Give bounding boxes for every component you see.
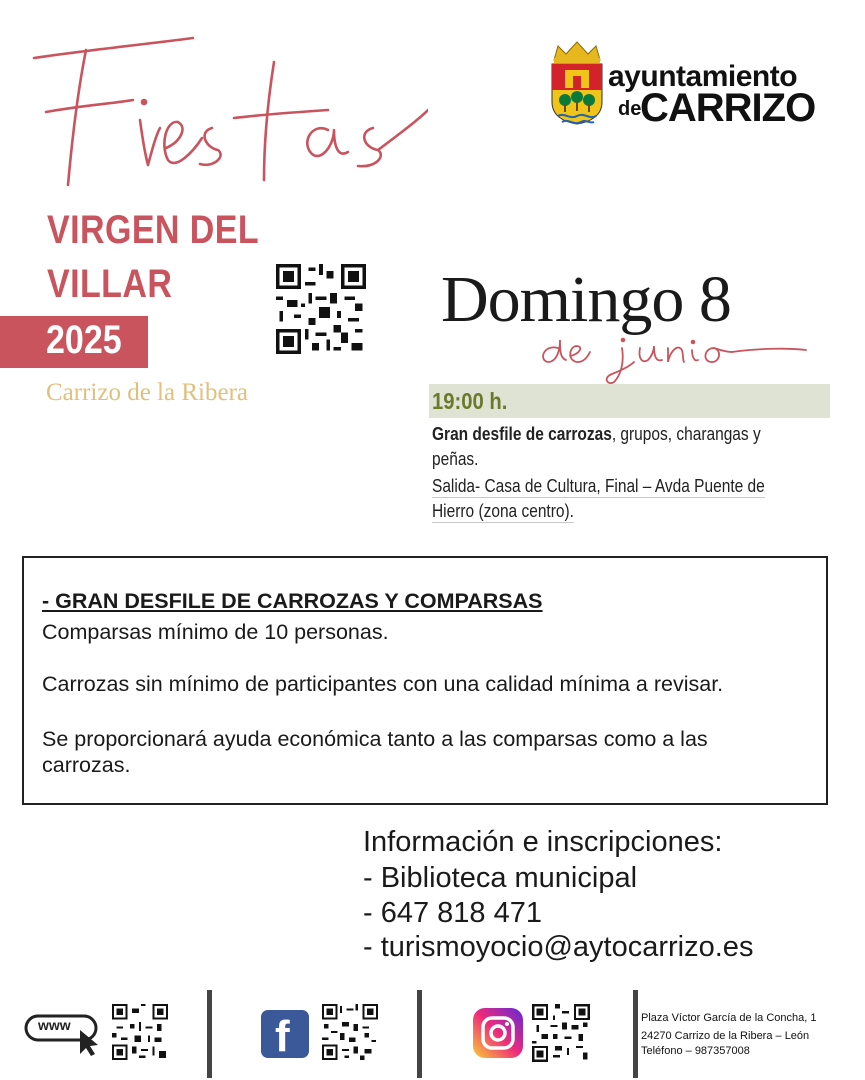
address-phone: Teléfono – 987357008 [641,1045,750,1057]
qr-code-icon[interactable] [276,264,366,354]
ayuntamiento-logo [548,40,838,140]
info-item-biblioteca: - Biblioteca municipal [363,862,638,894]
rules-line-comparsas: Comparsas mínimo de 10 personas. [42,620,389,644]
event-route-line1: Salida- Casa de Cultura, Final – Avda Puente de [432,476,765,496]
year-label: 2025 [46,318,122,362]
rules-line-ayuda: Se proporcionará ayuda económica tanto a las comparsas como a las [42,727,708,751]
qr-code-icon[interactable] [532,1004,590,1062]
event-day: Domingo 8 [441,263,731,336]
event-time: 19:00 h. [432,388,508,414]
event-description-bold: Gran desfile de carrozas [432,424,612,444]
qr-code-icon[interactable] [322,1004,378,1060]
info-heading: Información e inscripciones: [363,826,723,858]
info-item-phone[interactable]: - 647 818 471 [363,897,542,929]
event-description-line2: peñas. [432,449,479,469]
coat-of-arms-icon [548,40,606,140]
info-item-email[interactable]: - turismoyocio@aytocarrizo.es [363,931,754,963]
event-description-line1 [432,424,761,445]
event-name-line1: VIRGEN DEL [47,208,260,252]
facebook-letter: f [275,1012,290,1061]
footer-divider [417,990,422,1078]
town-name: Carrizo de la Ribera [46,379,248,406]
footer-divider [633,990,638,1078]
month-script-de-junio [530,318,810,388]
event-name-line2: VILLAR [47,262,173,306]
rules-line-ayuda-cont: carrozas. [42,753,131,777]
rules-heading: - GRAN DESFILE DE CARROZAS Y COMPARSAS [42,589,543,613]
event-route-line2: Hierro (zona centro). [432,501,574,521]
instagram-glyph [473,1008,523,1058]
qr-code-icon[interactable] [112,1004,168,1060]
logo-text-ayuntamiento: ayuntamiento [608,60,798,93]
event-description-rest: , grupos, charangas y [611,424,761,444]
address-line: Plaza Víctor García de la Concha, 1 [641,1012,817,1024]
footer-divider [207,990,212,1078]
logo-text-de: de [618,98,642,120]
rules-line-carrozas: Carrozas sin mínimo de participantes con una calidad mínima a revisar. [42,672,724,696]
www-label: www [38,1017,71,1033]
fiestas-script-title [28,20,428,190]
facebook-icon[interactable] [261,1010,309,1061]
instagram-icon[interactable] [473,1008,523,1058]
logo-text-carrizo: CARRIZO [640,86,816,130]
address-line: 24270 Carrizo de la Ribera – León [641,1030,810,1042]
